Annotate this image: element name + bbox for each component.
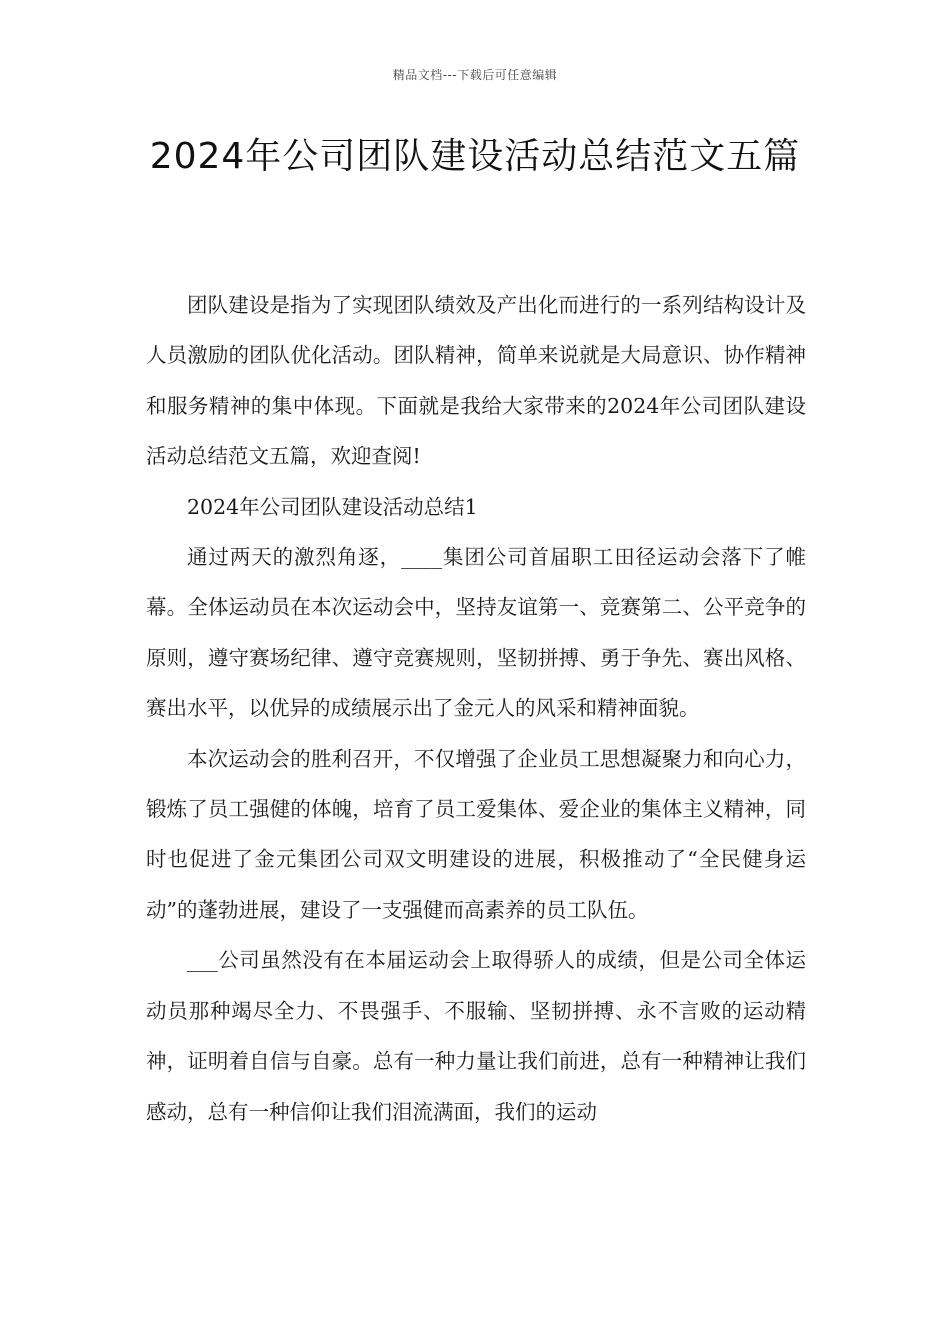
- body-paragraph: ___公司虽然没有在本届运动会上取得骄人的成绩，但是公司全体运动员那种竭尽全力、不畏强手、不服输、坚韧拼搏、永不言败的运动精神，证明着自信与自豪。总有一种力量让我们前进，总有一种精神让我们感动，总有一种信仰让我们泪流满面，我们的运动: [146, 948, 806, 1124]
- document-title: 2024年公司团队建设活动总结范文五篇: [149, 136, 801, 177]
- body-paragraph: 本次运动会的胜利召开，不仅增强了企业员工思想凝聚力和向心力，锻炼了员工强健的体魄，培育了员工爱集体、爱企业的集体主义精神，同时也促进了金元集团公司双文明建设的进展，积极推动了“全民健身运动”的蓬勃进展，建设了一支强健而高素养的员工队伍。: [146, 746, 806, 922]
- header-note: 精品文档---下载后可任意编辑: [392, 68, 558, 82]
- document-body: [146, 280, 806, 1137]
- body-paragraph: 通过两天的激烈角逐，____集团公司首届职工田径运动会落下了帷幕。全体运动员在本次运动会中，坚持友谊第一、竞赛第二、公平竞争的原则，遵守赛场纪律、遵守竞赛规则，坚韧拼搏、勇于争先、赛出风格、赛出水平，以优异的成绩展示出了金元人的风采和精神面貌。: [146, 545, 806, 721]
- section-heading: 2024年公司团队建设活动总结1: [187, 494, 478, 519]
- intro-paragraph: 团队建设是指为了实现团队绩效及产出化而进行的一系列结构设计及人员激励的团队优化活动。团队精神，简单来说就是大局意识、协作精神和服务精神的集中体现。下面就是我给大家带来的2024年公司团队建设活动总结范文五篇，欢迎查阅!: [146, 293, 806, 469]
